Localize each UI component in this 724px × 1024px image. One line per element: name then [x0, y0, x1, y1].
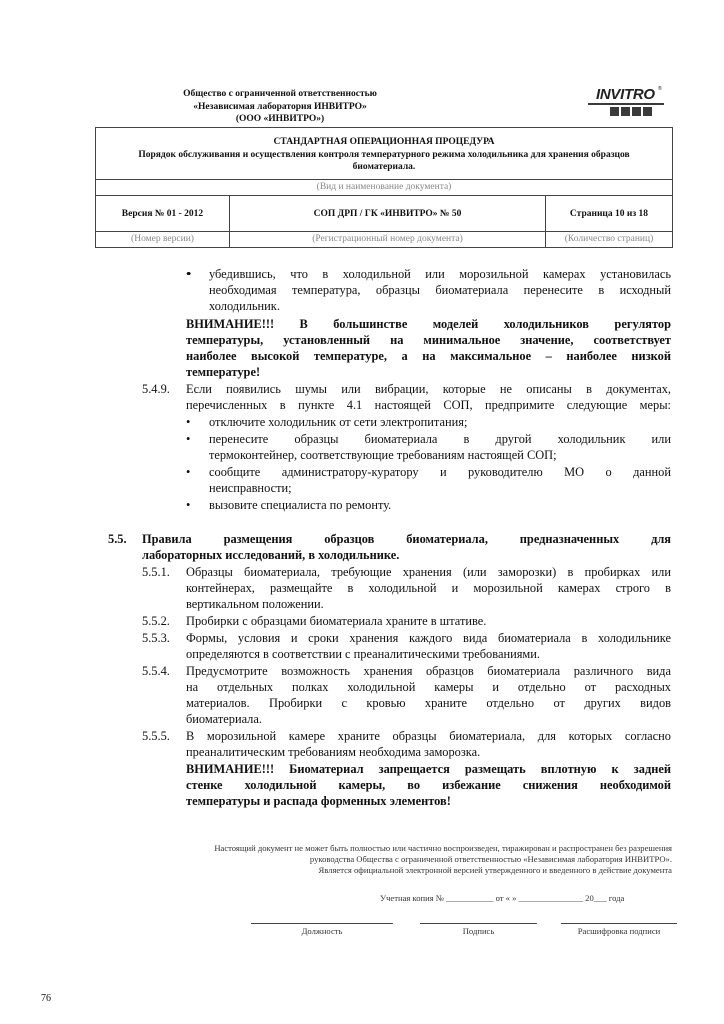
clause-5-5-4-number: 5.5.4. — [142, 664, 170, 678]
bullet-a-line-3: холодильник. — [209, 299, 280, 313]
invitro-logo — [596, 86, 662, 122]
logo-underline — [588, 103, 664, 105]
clause-5-4-9-line-2: перечисленных в пункте 4.1 настоящей СОП, предпримите следующие меры: — [186, 398, 671, 412]
bullet-dot-2: • — [186, 432, 191, 446]
clause-5-5-5-number: 5.5.5. — [142, 729, 170, 743]
bullet-dot-3: • — [186, 465, 191, 479]
clause-5-5-4-line-2: на отдельных полках холодильной камеры и отдельно от расходных — [186, 680, 671, 694]
warning-1-line-3: наиболее высокой температуре, а на максимальное – наиболее низкой — [186, 349, 671, 363]
warning-1-line-4: температуре! — [186, 365, 261, 379]
registration-number: СОП ДРП / ГК «ИНВИТРО» № 50 — [230, 196, 546, 231]
document-header-table — [95, 127, 673, 248]
warning-2-line-3: температуры и распада форменных элементов! — [186, 794, 451, 808]
decoding-label: Расшифровка подписи — [577, 926, 661, 936]
clause-5-4-9-number: 5.4.9. — [142, 382, 170, 396]
logo-blocks — [610, 107, 652, 116]
measure-2-line-2: термоконтейнер, соответствующие требованиям настоящей СОП; — [209, 448, 557, 462]
section-5-5-title-line-1: Правила размещения образцов биоматериала, предназначенных для — [142, 532, 671, 546]
position-signature-line — [251, 923, 393, 924]
clause-5-5-2-line-1: Пробирки с образцами биоматериала храните в штативе. — [186, 614, 487, 628]
doc-kind-caption: (Вид и наименование документа) — [96, 180, 672, 196]
warning-1-line-1: ВНИМАНИЕ!!! В большинстве моделей холодильников регулятор — [186, 317, 671, 331]
warning-2-line-1: ВНИМАНИЕ!!! Биоматериал запрещается размещать вплотную к задней — [186, 762, 671, 776]
bullet-dot-a: • — [186, 267, 191, 281]
bullet-a-line-1: убедившись, что в холодильной или морозильной камерах установилась — [209, 267, 671, 281]
version-caption: (Номер версии) — [96, 232, 230, 247]
version-number: Версия № 01 - 2012 — [96, 196, 230, 231]
decoding-signature-line — [561, 923, 677, 924]
section-5-5-title-line-2: лабораторных исследований, в холодильнике. — [142, 548, 400, 562]
pages-caption: (Количество страниц) — [564, 234, 654, 244]
page-info: Страница 10 из 18 — [569, 209, 649, 219]
measure-3-line-1: сообщите администратору-куратору и руководителю МО о данной — [209, 465, 671, 479]
clause-5-5-3-number: 5.5.3. — [142, 631, 170, 645]
measure-2-line-1: перенесите образцы биоматериала в другой холодильник или — [209, 432, 671, 446]
logo-text: INVITRO — [596, 86, 655, 103]
clause-5-5-4-line-3: материалов. Пробирки с кровью храните отдельно от других видов — [186, 696, 671, 710]
copy-record-line: Учетная копия № ___________ от « » _______________ 20___ года — [380, 893, 625, 903]
bullet-dot-1: • — [186, 415, 191, 429]
clause-5-4-9-line-1: Если появились шумы или вибрации, которые не описаны в документах, — [186, 382, 671, 396]
doc-title-line-1: Порядок обслуживания и осуществления контроля температурного режима холодильника для хранения образцов — [138, 149, 630, 160]
footer-notice — [160, 843, 672, 876]
organization-name — [150, 88, 410, 126]
clause-5-5-3-line-2: определяются в соответствии с преаналитическими требованиями. — [186, 647, 540, 661]
bullet-a-line-2: необходимая температура, образцы биоматериала перенесите в исходный — [209, 283, 671, 297]
footer-notice-line-2: руководства Общества с ограниченной ответственностью «Независимая лаборатория ИНВИТРО». — [309, 854, 672, 864]
clause-5-5-4-line-4: биоматериала. — [186, 712, 262, 726]
section-5-5-number: 5.5. — [108, 532, 127, 546]
warning-2-line-2: стенке холодильной камеры, во избежание снижения необходимой — [186, 778, 671, 792]
signature-label: Подпись — [462, 926, 495, 936]
measure-3-line-2: неисправности; — [209, 481, 292, 495]
clause-5-5-1-line-3: вертикальном положении. — [186, 597, 324, 611]
doc-title-line-2: биоматериала. — [352, 162, 416, 172]
page-number: 76 — [41, 993, 51, 1004]
logo-registered-mark: ® — [658, 86, 662, 92]
warning-1-line-2: температуры, установленный на минимальное значение, соответствует — [186, 333, 671, 347]
doc-type: СТАНДАРТНАЯ ОПЕРАЦИОННАЯ ПРОЦЕДУРА — [273, 137, 495, 147]
doc-meta-row — [96, 196, 672, 232]
clause-5-5-1-line-1: Образцы биоматериала, требующие хранения (или заморозки) в пробирках или — [186, 565, 671, 579]
measure-4: вызовите специалиста по ремонту. — [209, 498, 392, 512]
clause-5-5-5-line-2: преаналитическим требованиям необходима заморозка. — [186, 745, 481, 759]
footer-notice-line-3: Является официальной электронной версией утвержденного и введенного в действие документа — [318, 865, 672, 875]
registration-caption: (Регистрационный номер документа) — [230, 232, 546, 247]
org-line-2: «Независимая лаборатория ИНВИТРО» — [193, 101, 367, 112]
bullet-dot-4: • — [186, 498, 191, 512]
position-label: Должность — [301, 926, 343, 936]
clause-5-5-1-line-2: контейнерах, размещайте в холодильной и морозильной камерах строго в — [186, 581, 671, 595]
doc-title-cell — [96, 128, 672, 180]
clause-5-5-1-number: 5.5.1. — [142, 565, 170, 579]
clause-5-5-2-number: 5.5.2. — [142, 614, 170, 628]
clause-5-5-3-line-1: Формы, условия и сроки хранения каждого вида биоматериала в холодильнике — [186, 631, 671, 645]
org-line-1: Общество с ограниченной ответственностью — [183, 89, 377, 99]
clause-5-5-5-line-1: В морозильной камере храните образцы биоматериала, для которых согласно — [186, 729, 671, 743]
clause-5-5-4-line-1: Предусмотрите возможность хранения образцов биоматериала различного вида — [186, 664, 671, 678]
signature-line — [420, 923, 537, 924]
doc-meta-captions — [96, 232, 672, 247]
footer-notice-line-1: Настоящий документ не может быть полностью или частично воспроизведен, тиражирован и распространен без разрешения — [214, 843, 672, 853]
measure-1: отключите холодильник от сети электропитания; — [209, 415, 468, 429]
org-line-3: (ООО «ИНВИТРО») — [235, 114, 325, 124]
